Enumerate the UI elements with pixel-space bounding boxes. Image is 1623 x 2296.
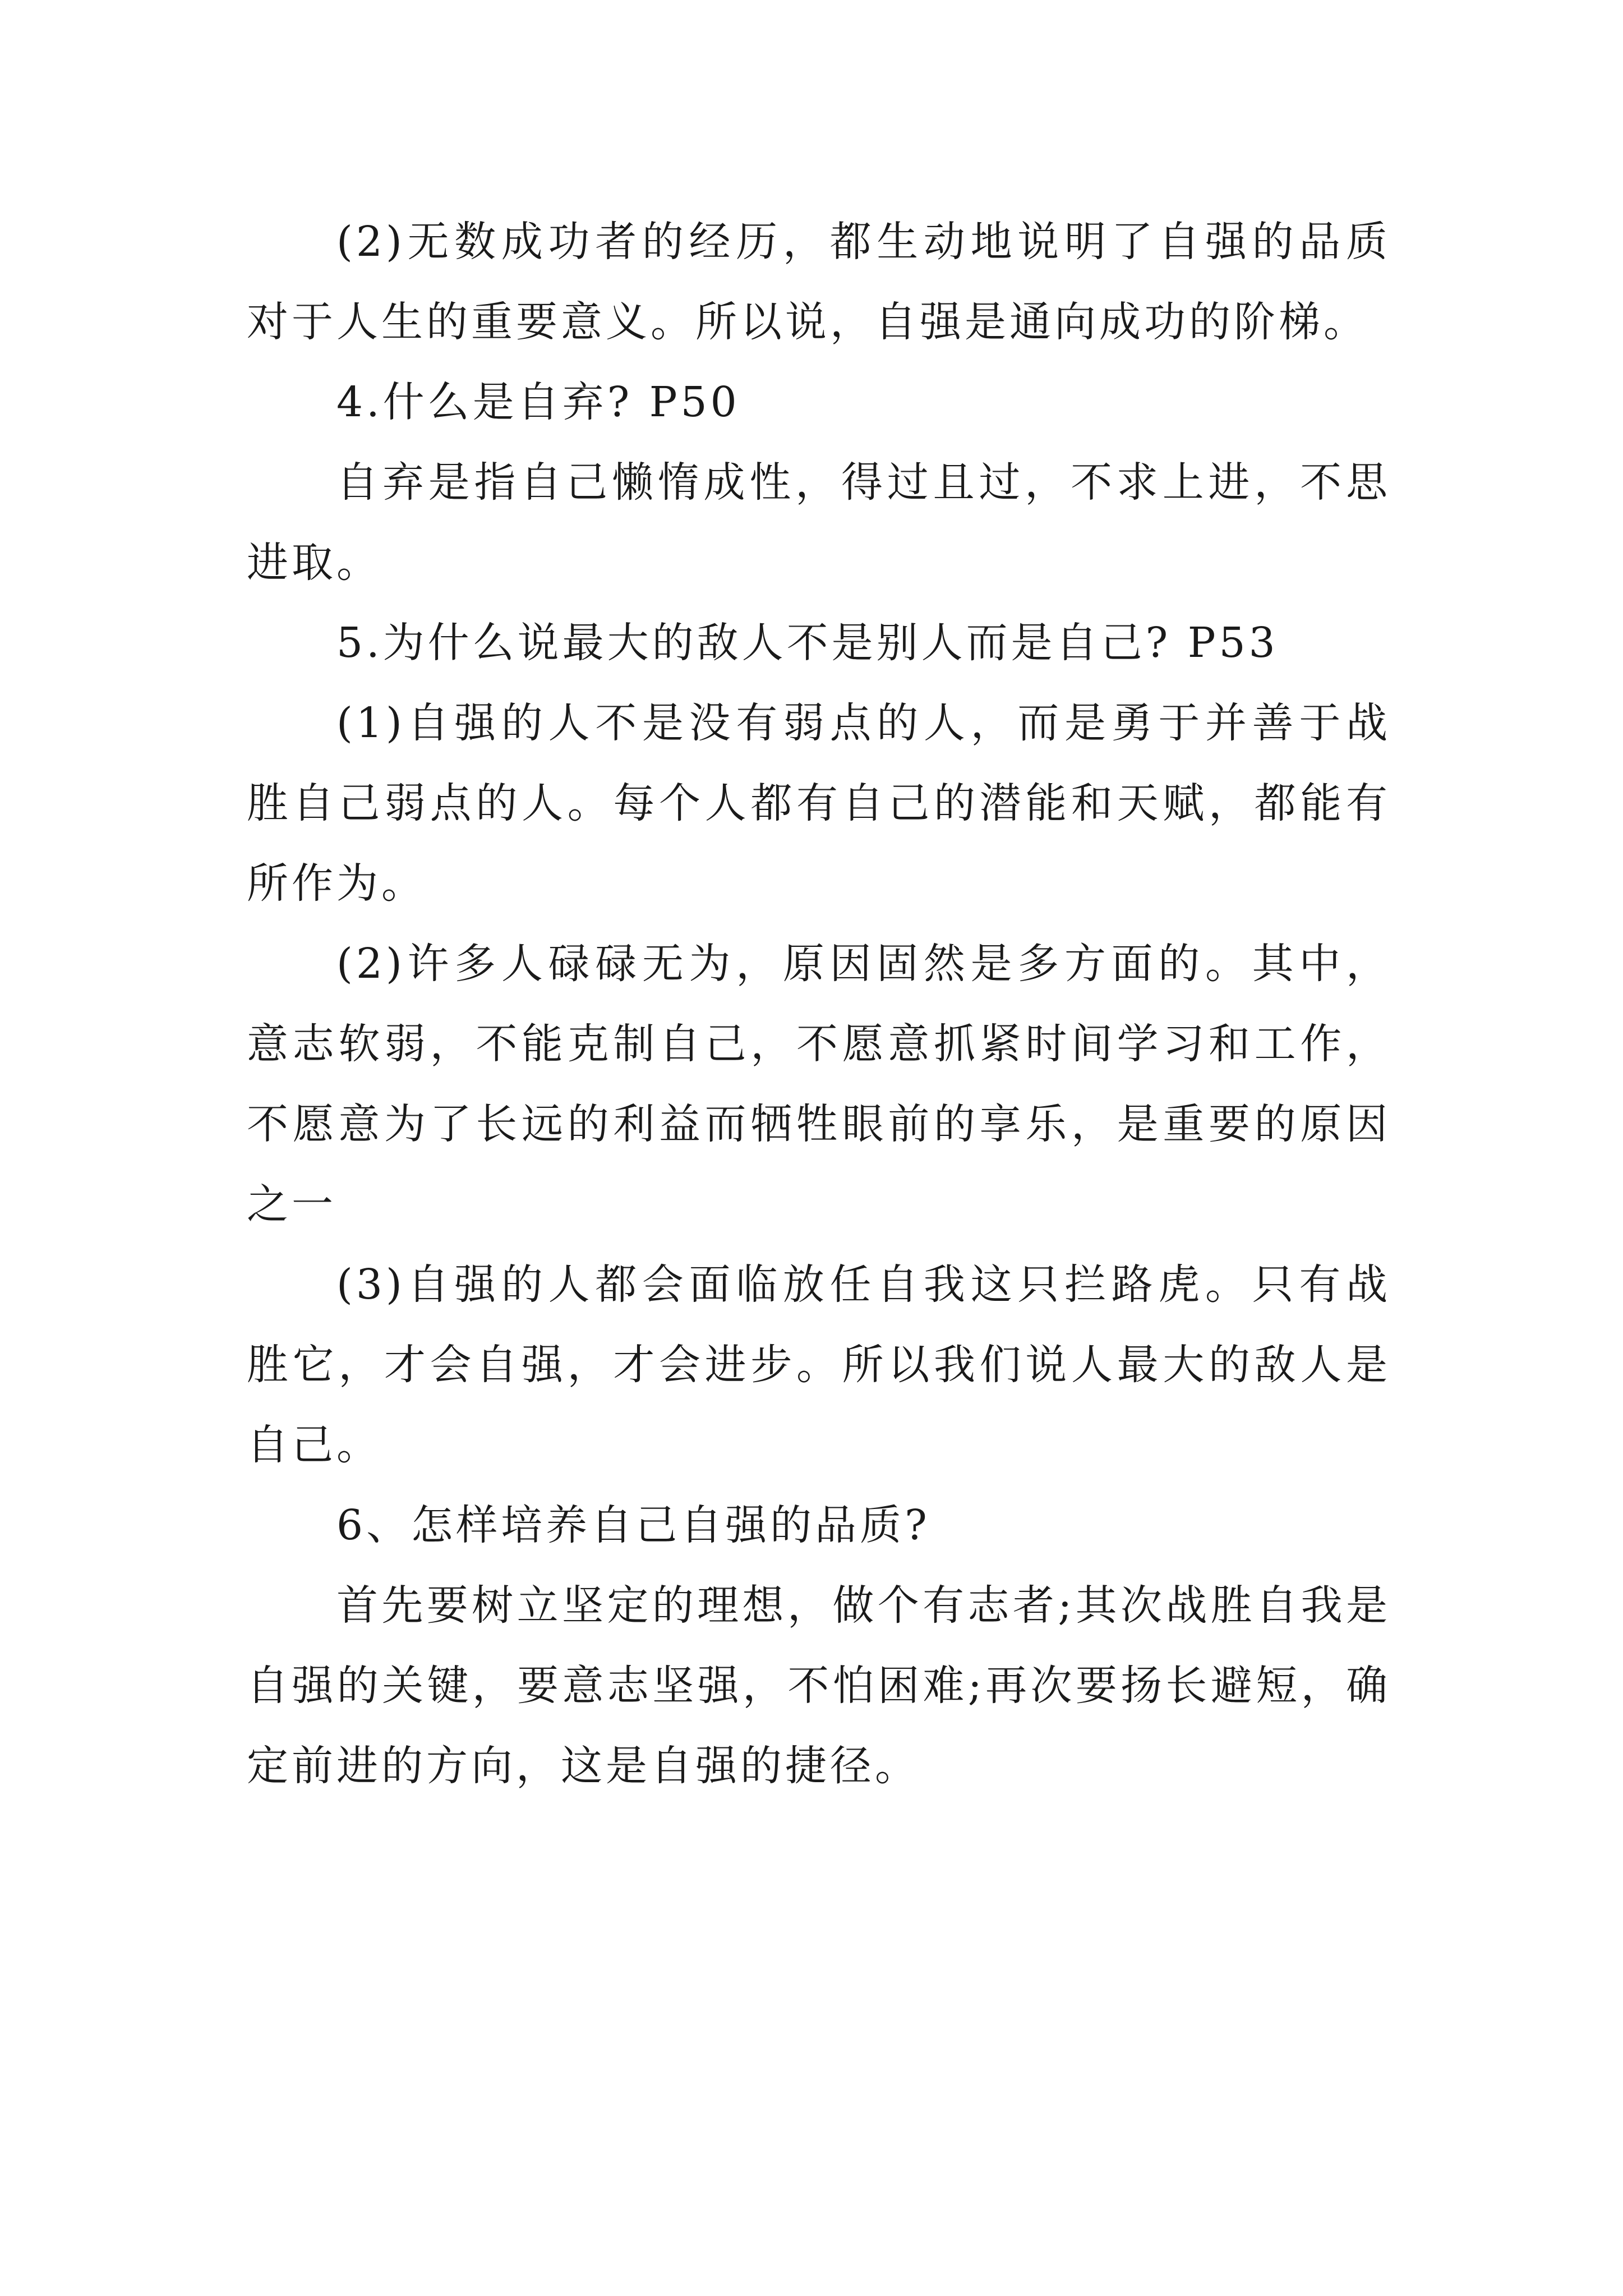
question-6-heading: 6、怎样培养自己自强的品质? [336,1501,930,1549]
document-body [247,202,1391,1806]
question-4-heading: 4.什么是自弃? P50 [336,378,740,426]
paragraph-answer-5-2: (2)许多人碌碌无为，原因固然是多方面的。其中，意志软弱，不能克制自己，不愿意抓紧时间学习和工作，不愿意为了长远的利益而牺牲眼前的享乐，是重要的原因之一 [247,940,1391,1228]
question-5-heading: 5.为什么说最大的敌人不是别人而是自己? P53 [336,619,1279,667]
paragraph-answer-5-3: (3)自强的人都会面临放任自我这只拦路虎。只有战胜它，才会自强，才会进步。所以我们说人最大的敌人是自己。 [247,1260,1391,1469]
paragraph-answer-6: 首先要树立坚定的理想，做个有志者;其次战胜自我是自强的关键，要意志坚强，不怕困难;再次要扬长避短，确定前进的方向，这是自强的捷径。 [247,1581,1391,1790]
paragraph-answer-4: 自弃是指自己懒惰成性，得过且过，不求上进，不思进取。 [247,458,1391,587]
paragraph-answer-5-1: (1)自强的人不是没有弱点的人，而是勇于并善于战胜自己弱点的人。每个人都有自己的潜能和天赋，都能有所作为。 [247,699,1391,908]
paragraph-answer-3-2: (2)无数成功者的经历，都生动地说明了自强的品质对于人生的重要意义。所以说，自强是通向成功的阶梯。 [247,218,1391,346]
